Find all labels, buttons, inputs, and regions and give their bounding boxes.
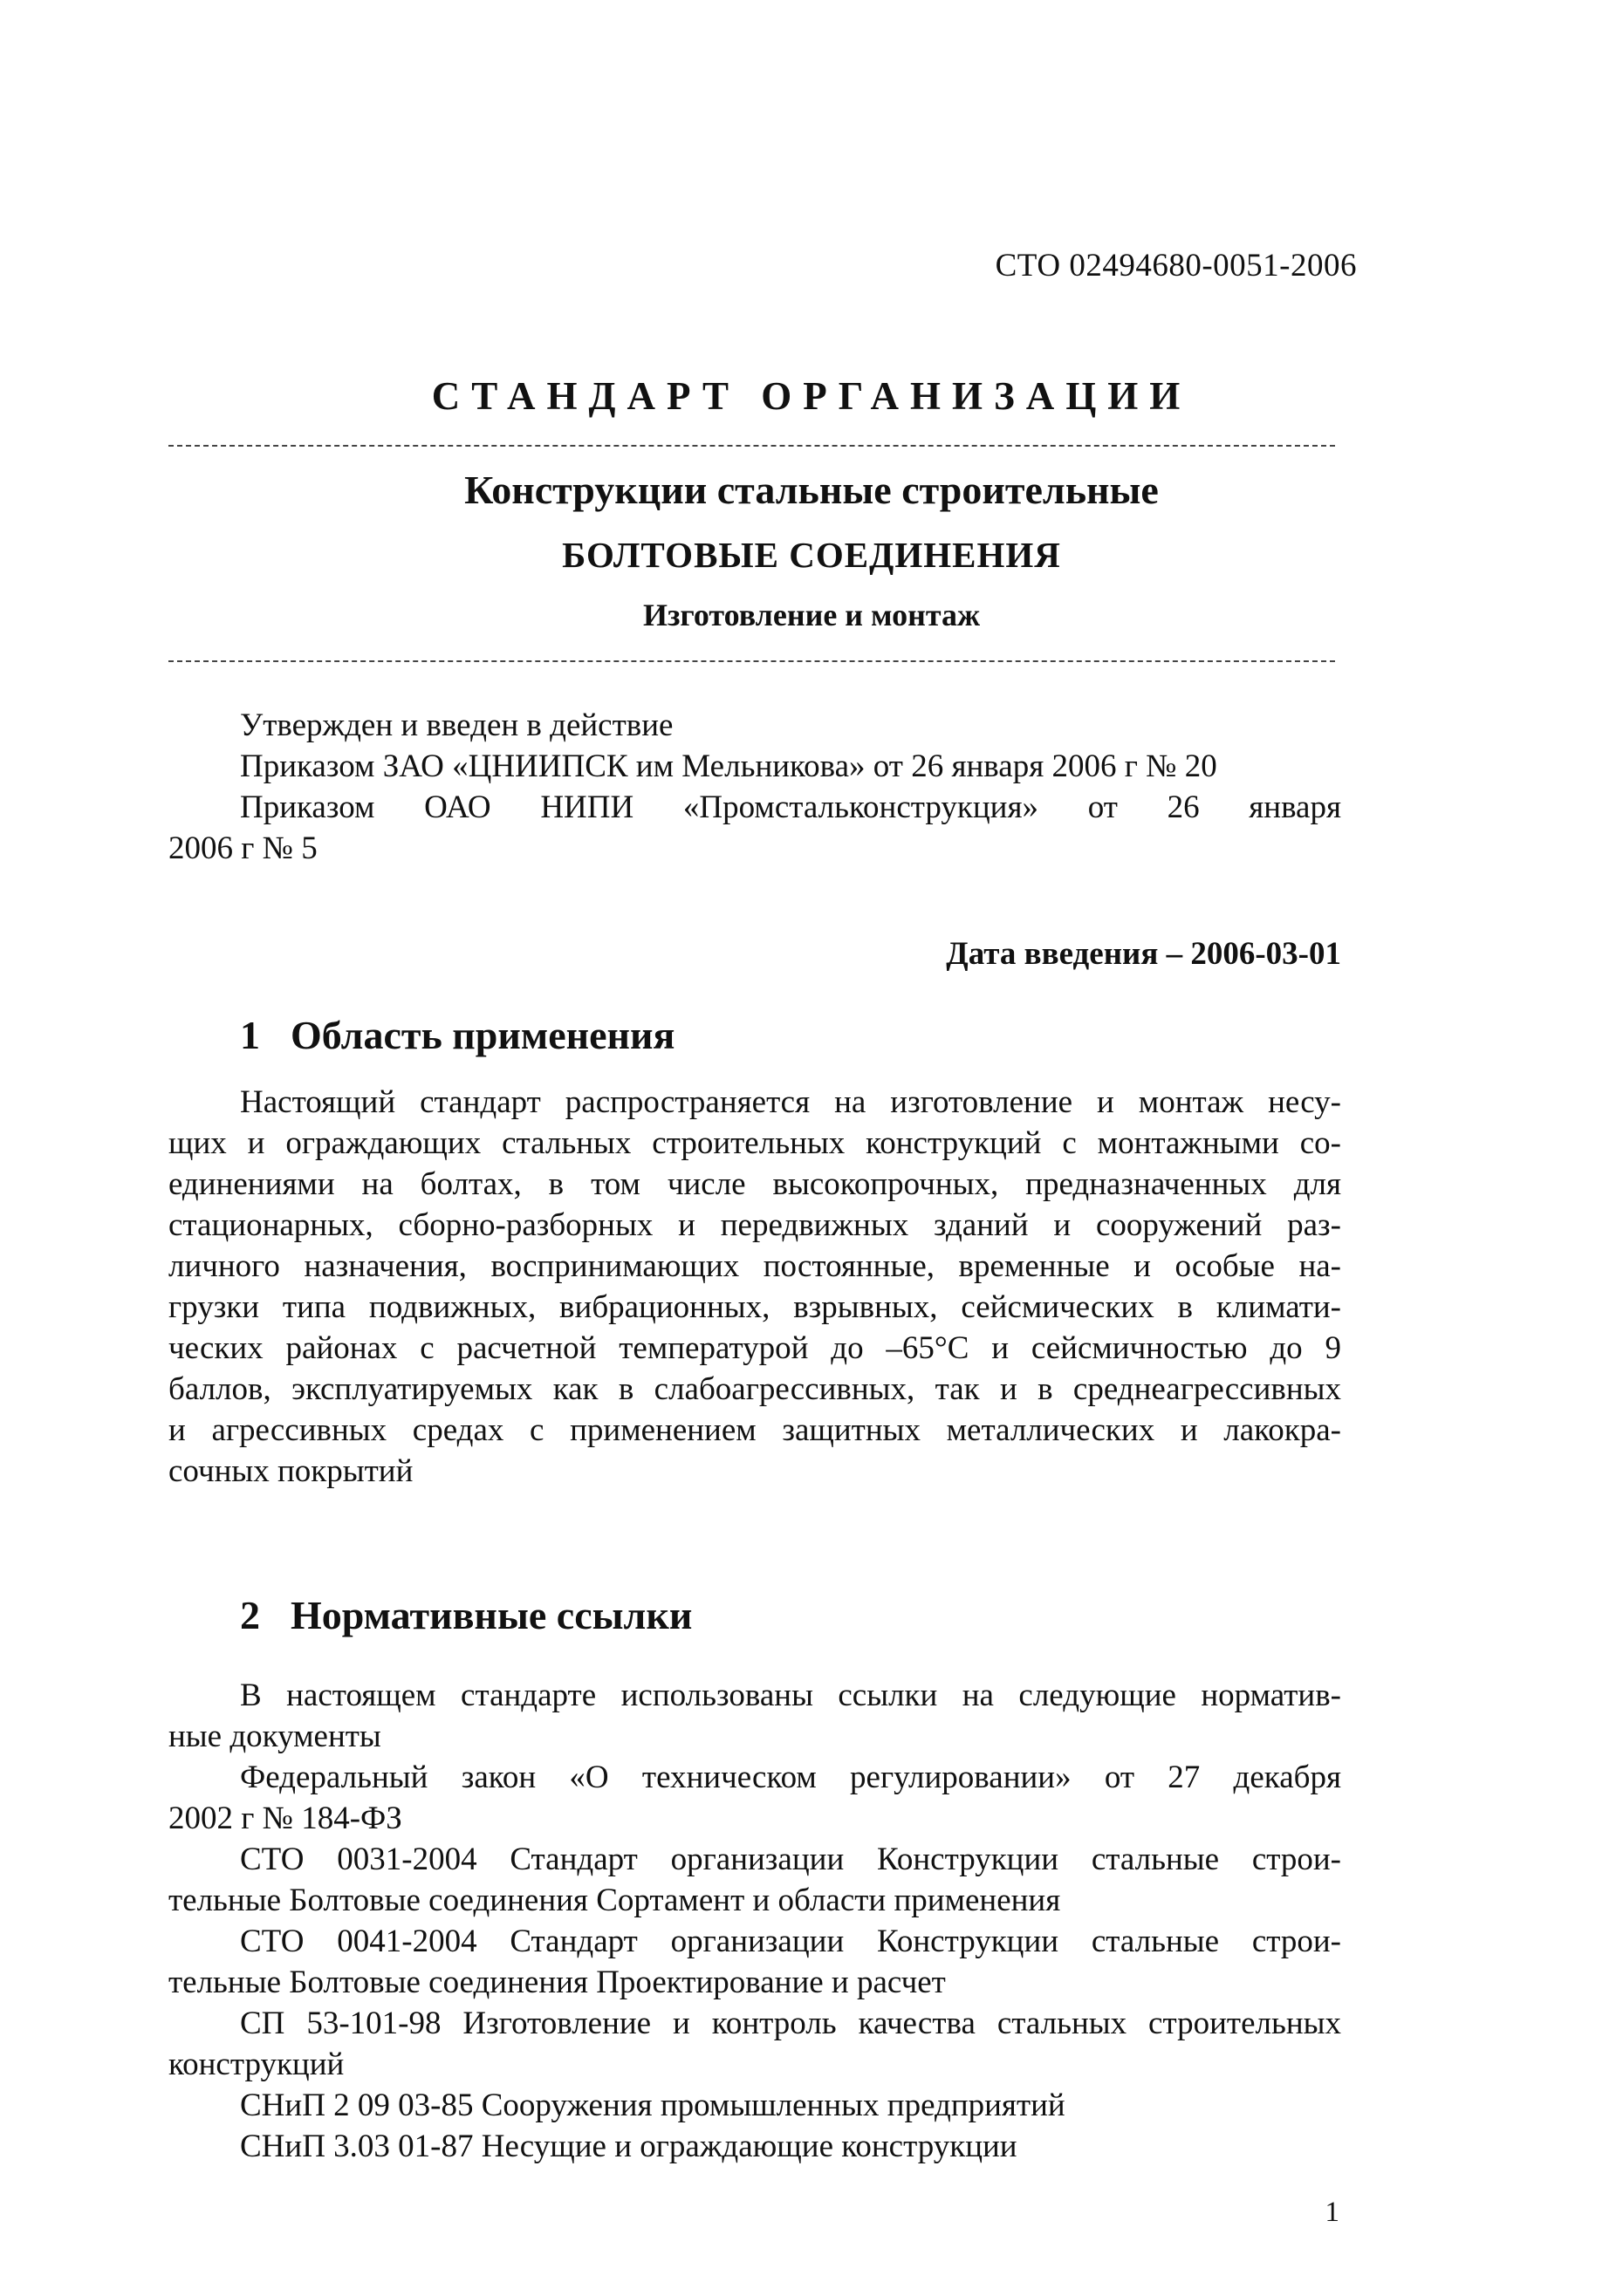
section-1-line: баллов, эксплуатируемых как в слабоагрессивных, так и в среднеагрессивных — [168, 1371, 1341, 1407]
section-1-line: личного назначения, воспринимающих постоянные, временные и особые на- — [168, 1248, 1341, 1284]
introduction-date: Дата введения – 2006-03-01 — [946, 936, 1341, 972]
section-1-line: грузки типа подвижных, вибрационных, взрывных, сейсмических в климати- — [168, 1289, 1341, 1325]
section-1-line: ческих районах с расчетной температурой до –65°С и сейсмичностью до 9 — [168, 1330, 1341, 1366]
title-line-1: Конструкции стальные строительные — [464, 468, 1159, 512]
title-line-3: Изготовление и монтаж — [642, 598, 981, 632]
section-2-body — [168, 1675, 1341, 2167]
section-1-number: 1 — [240, 1013, 260, 1057]
reference-line: СНиП 2 09 03-85 Сооружения промышленных предприятий — [240, 2088, 1065, 2123]
reference-line: тельные Болтовые соединения Проектирование и расчет — [168, 1965, 946, 2000]
reference-line: В настоящем стандарте использованы ссылки на следующие норматив- — [240, 1678, 1341, 1713]
section-1-line: единениями на болтах, в том числе высокопрочных, предназначенных для — [168, 1166, 1341, 1202]
divider-top — [168, 445, 1335, 447]
reference-line: тельные Болтовые соединения Сортамент и области применения — [168, 1883, 1061, 1918]
section-2-title: Нормативные ссылки — [291, 1593, 693, 1637]
section-2-heading — [240, 1592, 692, 1638]
section-1-title: Область применения — [291, 1013, 675, 1057]
reference-line: ные документы — [168, 1719, 381, 1754]
standard-heading: СТАНДАРТ ОРГАНИЗАЦИИ — [431, 374, 1192, 418]
section-2-number: 2 — [240, 1593, 260, 1637]
section-1-line: и агрессивных средах с применением защитных металлических и лакокра- — [168, 1412, 1341, 1448]
divider-bottom — [168, 660, 1335, 662]
reference-line: 2002 г № 184-ФЗ — [168, 1801, 402, 1836]
reference-line: СНиП 3.03 01-87 Несущие и ограждающие конструкции — [240, 2129, 1017, 2164]
reference-line: СТО 0031-2004 Стандарт организации Конструкции стальные строи- — [240, 1842, 1341, 1877]
reference-line: конструкций — [168, 2047, 345, 2082]
approval-order-1: Приказом ЗАО «ЦНИИПСК им Мельникова» от 26 января 2006 г № 20 — [240, 748, 1217, 784]
approval-order-2-continued: 2006 г № 5 — [168, 830, 318, 866]
page-number: 1 — [1325, 2197, 1339, 2228]
reference-line: СП 53-101-98 Изготовление и контроль качества стальных строительных — [240, 2006, 1341, 2041]
section-1-line: сочных покрытий — [168, 1453, 414, 1489]
approval-order-2: Приказом ОАО НИПИ «Промстальконструкция» от 26 января — [240, 789, 1341, 825]
title-line-2: БОЛТОВЫЕ СОЕДИНЕНИЯ — [562, 535, 1061, 575]
section-1-line: щих и ограждающих стальных строительных конструкций с монтажными со- — [168, 1125, 1341, 1161]
approval-statement: Утвержден и введен в действие — [240, 707, 674, 743]
section-1-body — [168, 1082, 1341, 1492]
section-1-line: Настоящий стандарт распространяется на изготовление и монтаж несу- — [240, 1084, 1341, 1120]
section-1-line: стационарных, сборно-разборных и передвижных зданий и сооружений раз- — [168, 1207, 1341, 1243]
reference-line: СТО 0041-2004 Стандарт организации Конструкции стальные строи- — [240, 1924, 1341, 1959]
document-number: СТО 02494680-0051-2006 — [995, 248, 1357, 284]
reference-line: Федеральный закон «О техническом регулировании» от 27 декабря — [240, 1760, 1341, 1795]
section-1-heading — [240, 1012, 675, 1058]
